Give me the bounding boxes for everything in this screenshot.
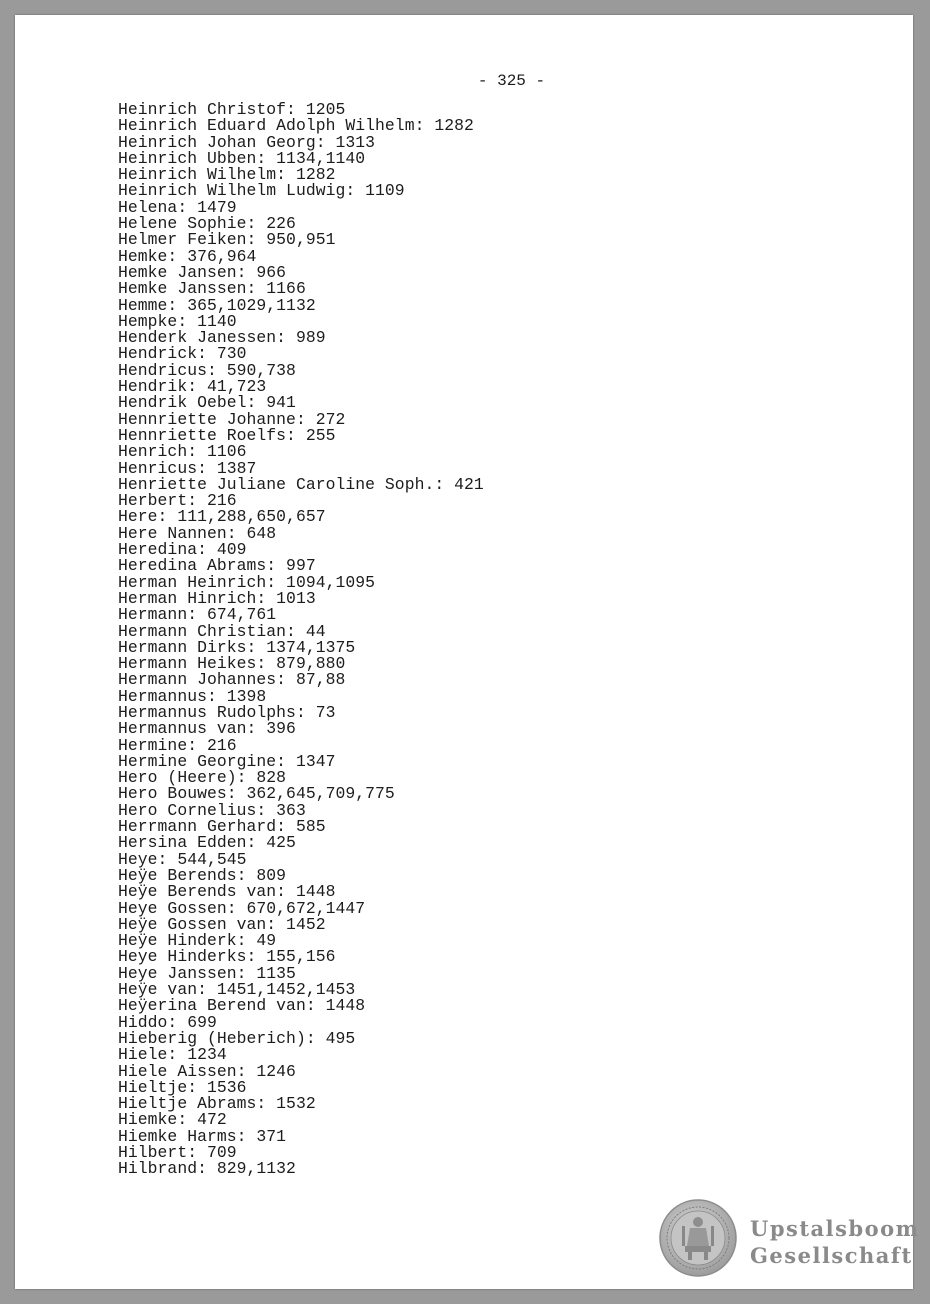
index-entry: Here Nannen: 648: [118, 523, 277, 543]
watermark-text: [750, 1215, 919, 1269]
index-entry: Hiele Aissen: 1246: [118, 1061, 296, 1081]
index-entry: Hiddo: 699: [118, 1012, 217, 1032]
index-entry: Hieltje: 1536: [118, 1077, 247, 1097]
index-entry: Heÿe Berends van: 1448: [118, 882, 336, 902]
index-entry: Hemke Jansen: 966: [118, 262, 287, 282]
index-entry: Hemke Janssen: 1166: [118, 279, 306, 299]
index-entry: Hieberig (Heberich): 495: [118, 1028, 356, 1048]
index-entry: Hemke: 376,964: [118, 246, 257, 266]
index-entry: Hermannus van: 396: [118, 719, 296, 739]
index-entry: Hermine Georgine: 1347: [118, 751, 336, 771]
index-entry: Herman Heinrich: 1094,1095: [118, 572, 376, 592]
index-entry: Henriette Juliane Caroline Soph.: 421: [118, 474, 484, 494]
index-entry: Hero Bouwes: 362,645,709,775: [118, 784, 395, 804]
index-entry: Henrich: 1106: [118, 442, 247, 462]
page-number: - 325 -: [477, 72, 546, 90]
index-entry: Hero Cornelius: 363: [118, 800, 306, 820]
index-entry: Hermann: 674,761: [118, 605, 277, 625]
index-entry: Hieltje Abrams: 1532: [118, 1094, 316, 1114]
index-entry: Hermann Christian: 44: [118, 621, 326, 641]
index-entry: Hermannus: 1398: [118, 686, 267, 706]
index-entry: Heinrich Christof: 1205: [118, 100, 346, 119]
index-entry: Heinrich Wilhelm: 1282: [118, 165, 336, 185]
index-entry: Hendrik: 41,723: [118, 377, 267, 397]
index-entry: Heredina: 409: [118, 540, 247, 560]
document-page: [15, 15, 920, 1289]
index-entry: Hermannus Rudolphs: 73: [118, 702, 336, 722]
name-index-list: [118, 102, 484, 1178]
index-entry: Heÿe Gossen van: 1452: [118, 914, 326, 934]
index-entry: Henderk Janessen: 989: [118, 328, 326, 348]
index-entry: Heinrich Ubben: 1134,1140: [118, 148, 366, 168]
index-entry: Hempke: 1140: [118, 311, 237, 331]
index-entry: Hemme: 365,1029,1132: [118, 295, 316, 315]
index-entry: Heÿe Hinderk: 49: [118, 931, 277, 951]
index-entry: Hermann Johannes: 87,88: [118, 670, 346, 690]
index-entry: Hiemke: 472: [118, 1110, 227, 1130]
index-entry: Hendricus: 590,738: [118, 360, 296, 380]
index-entry: Heÿe van: 1451,1452,1453: [118, 980, 356, 1000]
index-entry: Heredina Abrams: 997: [118, 556, 316, 576]
index-entry: Heye: 544,545: [118, 849, 247, 869]
watermark-line-1: Upstalsboom: [750, 1216, 920, 1241]
index-entry: Helmer Feiken: 950,951: [118, 230, 336, 250]
index-entry: Hiemke Harms: 371: [118, 1126, 287, 1146]
index-entry: Hendrick: 730: [118, 344, 247, 364]
index-entry: Hermine: 216: [118, 735, 237, 755]
index-entry: Hilbert: 709: [118, 1143, 237, 1162]
index-entry: Herrmann Gerhard: 585: [118, 817, 326, 837]
index-entry: Hilbrand: 829,1132: [118, 1159, 296, 1179]
index-entry: Hersina Edden: 425: [118, 833, 296, 853]
index-entry: Hero (Heere): 828: [118, 768, 287, 788]
index-entry: Hennriette Johanne: 272: [118, 409, 346, 429]
index-entry: Heÿe Berends: 809: [118, 865, 287, 885]
index-entry: Hendrik Oebel: 941: [118, 393, 296, 413]
watermark-line-2: Gesellschaft: [750, 1243, 913, 1268]
index-entry: Heinrich Wilhelm Ludwig: 1109: [118, 181, 405, 201]
upstalsboom-seal-icon: [658, 1198, 738, 1278]
index-entry: Heye Gossen: 670,672,1447: [118, 898, 366, 918]
index-entry: Herman Hinrich: 1013: [118, 588, 316, 608]
index-entry: Helene Sophie: 226: [118, 214, 296, 234]
index-entry: Helena: 1479: [118, 197, 237, 217]
index-entry: Here: 111,288,650,657: [118, 507, 326, 527]
index-entry: Hermann Dirks: 1374,1375: [118, 637, 356, 657]
index-entry: Hennriette Roelfs: 255: [118, 425, 336, 445]
index-entry: Herbert: 216: [118, 491, 237, 511]
index-entry: Heinrich Johan Georg: 1313: [118, 132, 376, 152]
index-entry: Heinrich Eduard Adolph Wilhelm: 1282: [118, 116, 474, 136]
index-entry: Hiele: 1234: [118, 1045, 227, 1065]
index-entry: Heÿerina Berend van: 1448: [118, 996, 366, 1016]
index-entry: Heye Janssen: 1135: [118, 963, 296, 983]
index-entry: Hermann Heikes: 879,880: [118, 654, 346, 674]
index-entry: Henricus: 1387: [118, 458, 257, 478]
index-entry: Heye Hinderks: 155,156: [118, 947, 336, 967]
